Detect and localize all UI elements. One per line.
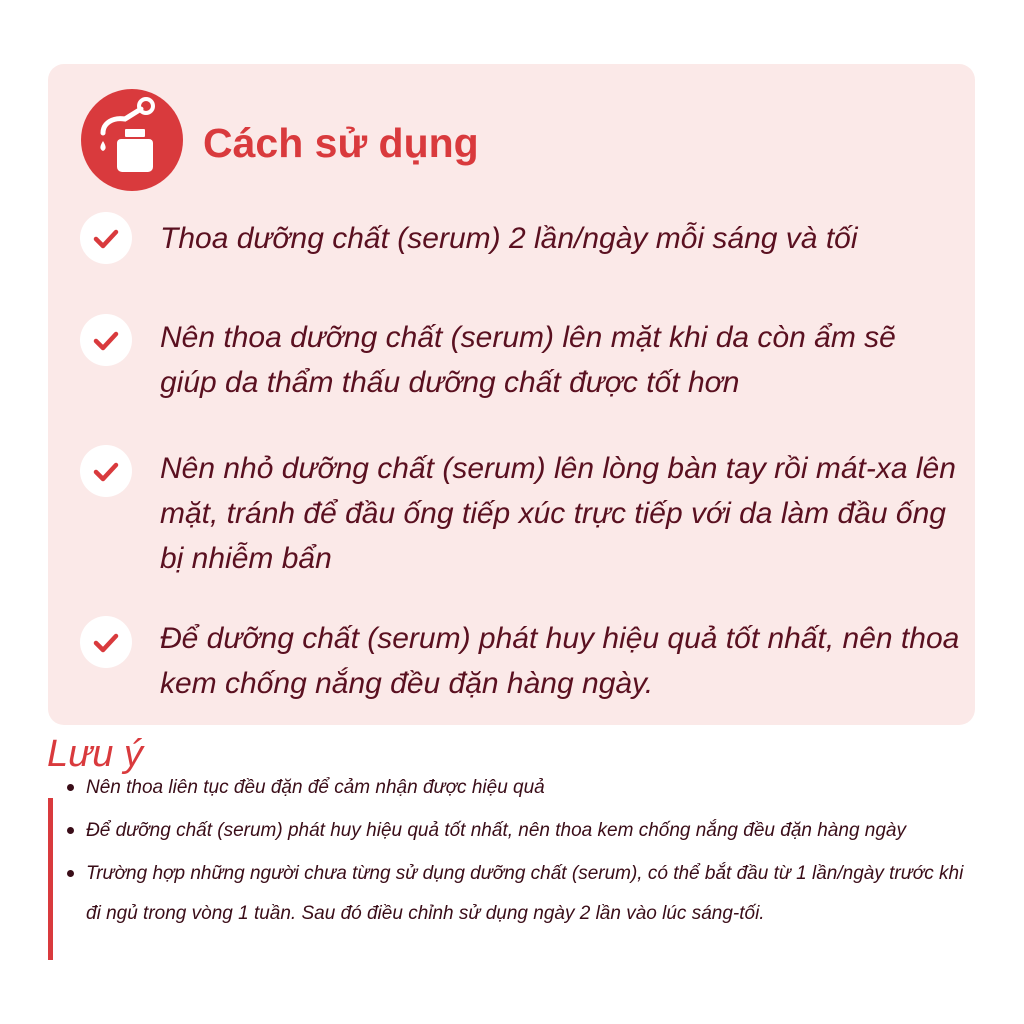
usage-step: Nên nhỏ dưỡng chất (serum) lên lòng bàn tay rồi mát-xa lên mặt, tránh để đầu ống tiếp xúc trực tiếp với da làm đầu ống bị nhiễm bẩn [160, 452, 956, 575]
usage-step: Nên thoa dưỡng chất (serum) lên mặt khi da còn ẩm sẽ giúp da thẩm thấu dưỡng chất được tốt hơn [160, 321, 896, 399]
check-icon [80, 212, 132, 264]
note-item [86, 811, 966, 851]
usage-step: Để dưỡng chất (serum) phát huy hiệu quả tốt nhất, nên thoa kem chống nắng đều đặn hàng ngày. [160, 622, 960, 700]
note-text: Nên thoa liên tục đều đặn để cảm nhận được hiệu quả [86, 777, 545, 798]
notes-accent-bar [48, 798, 53, 960]
check-icon [80, 445, 132, 497]
check-icon [80, 314, 132, 366]
bullet-icon [67, 827, 74, 834]
note-item [86, 768, 966, 808]
bullet-icon [67, 784, 74, 791]
notes-list [86, 768, 966, 937]
note-text: Để dưỡng chất (serum) phát huy hiệu quả tốt nhất, nên thoa kem chống nắng đều đặn hàng ngày [86, 820, 906, 841]
bullet-icon [67, 870, 74, 877]
notes-title: Lưu ý [47, 733, 143, 775]
usage-step: Thoa dưỡng chất (serum) 2 lần/ngày mỗi sáng và tối [160, 222, 858, 255]
note-item [86, 854, 966, 934]
note-text: Trường hợp những người chưa từng sử dụng dưỡng chất (serum), có thể bắt đầu từ 1 lần/ngày trước khi đi ngủ trong vòng 1 tuần. Sau đó điều chỉnh sử dụng ngày 2 lần vào lúc sáng-tối. [86, 863, 964, 924]
check-icon [80, 616, 132, 668]
usage-title: Cách sử dụng [203, 120, 479, 166]
serum-dropper-bottle-icon [81, 89, 183, 191]
